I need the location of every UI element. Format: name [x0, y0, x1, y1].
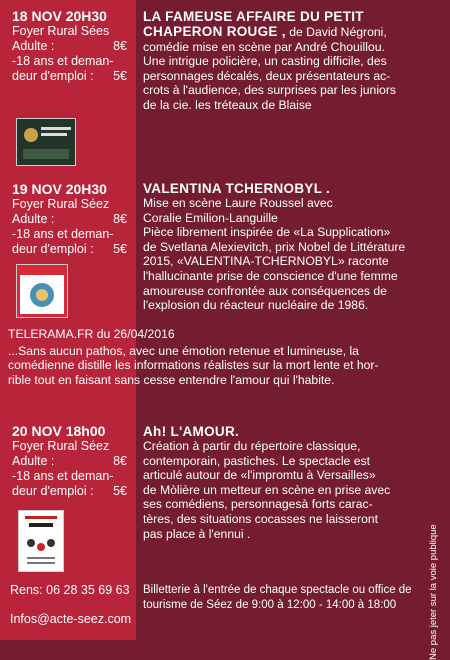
review-line: ...Sans aucun pathos, avec une émotion retenue et lumineuse, la: [8, 343, 359, 358]
event-date: 18 NOV 20H30: [12, 8, 107, 24]
reduced-label: -18 ans et deman-: [12, 227, 114, 241]
event-poster-thumbnail: [16, 118, 76, 166]
event-desc-line: de Mòlière un metteur en scène en prise avec: [143, 482, 391, 497]
event-desc-line: tères, des situations cocasses ne laisseront: [143, 511, 379, 526]
ticketing-info: [143, 583, 428, 613]
event-desc-line: ses comédiens, personnagesà forts carac-: [143, 497, 373, 512]
adult-price-row: [12, 212, 127, 227]
adult-price: 8€: [113, 39, 127, 53]
event-2-info: [12, 181, 127, 257]
event-desc-line: crots à l'audience, des surprises par les juniors: [143, 83, 396, 98]
adult-price: 8€: [113, 212, 127, 226]
reduced-label: deur d'emploi :: [12, 69, 94, 83]
adult-price-row: [12, 454, 127, 469]
adult-label: Adulte :: [12, 454, 55, 468]
event-poster-thumbnail: [16, 264, 68, 318]
event-desc-line: amoureuse confrontée aux conséquences de: [143, 283, 387, 298]
reduced-label: deur d'emploi :: [12, 242, 94, 256]
event-date: 20 NOV 18h00: [12, 423, 106, 439]
poster-image-icon: [17, 265, 67, 317]
event-3-info: [12, 423, 127, 499]
event-title: CHAPERON ROUGE ,: [143, 24, 286, 39]
poster-image-icon: [17, 119, 75, 165]
event-desc-line: Pièce librement inspirée de «La Supplication»: [143, 225, 391, 240]
adult-price: 8€: [113, 454, 127, 468]
event-1-description: [143, 9, 433, 113]
reduced-price: 5€: [113, 69, 127, 83]
event-desc-line: l'hallucinante prise de conscience d'une femme: [143, 268, 398, 283]
reduced-label: deur d'emploi :: [12, 484, 94, 498]
reduced-price-row: [12, 242, 127, 257]
event-desc-line: comédie mise en scène par André Chouillou.: [143, 39, 385, 54]
adult-label: Adulte :: [12, 39, 55, 53]
ticketing-line: tourisme de Séez de 9:00 à 12:00 - 14:00 à 18:00: [143, 599, 397, 611]
reduced-price: 5€: [113, 484, 127, 498]
event-desc-line: Coralie Emilion-Languille: [143, 210, 278, 225]
reduced-label: -18 ans et deman-: [12, 54, 114, 68]
event-title: LA FAMEUSE AFFAIRE DU PETIT: [143, 9, 364, 24]
event-title: Ah! L'AMOUR.: [143, 424, 240, 439]
event-desc-line: Mise en scène Laure Roussel avec: [143, 196, 333, 210]
event-desc-line-0: [143, 24, 433, 40]
event-desc-line: personnages décalés, deux présentateurs ac-: [143, 68, 391, 83]
event-desc-line: articulé autour de «l'impromtu à Versailles»: [143, 468, 376, 483]
reduced-label: -18 ans et deman-: [12, 469, 114, 483]
adult-price-row: [12, 39, 127, 54]
event-desc-line: Une intrigue policière, un casting difficile, des: [143, 54, 387, 69]
event-venue: Foyer Rural Séez: [12, 197, 110, 211]
event-desc-line: de la cie. les tréteaux de Blaise: [143, 97, 312, 112]
event-desc-first: de David Négroni,: [285, 25, 387, 39]
side-note: Ne pas jeter sur la voie publique: [428, 524, 439, 660]
press-review: [8, 327, 433, 387]
event-poster-thumbnail: [18, 510, 64, 572]
event-venue: Foyer Rural Sées: [12, 24, 110, 38]
event-date: 19 NOV 20H30: [12, 181, 107, 197]
review-line: comédienne distille les informations réalistes sur la mort lente et hor-: [8, 358, 379, 373]
event-3-description: [143, 424, 433, 541]
reduced-price-row: [12, 69, 127, 84]
event-desc-line: Création à partir du répertoire classique,: [143, 439, 361, 453]
event-desc-line: contemporain, pastiches. Le spectacle est: [143, 453, 370, 468]
event-1-info: [12, 8, 127, 84]
reduced-price: 5€: [113, 242, 127, 256]
event-venue: Foyer Rural Séez: [12, 439, 110, 453]
event-title: VALENTINA TCHERNOBYL .: [143, 181, 331, 196]
review-line: rible tout en faisant sans cesse entendre l'amour qui l'habite.: [8, 372, 335, 387]
event-desc-line: de Svetlana Alexievitch, prix Nobel de Littérature: [143, 239, 406, 254]
reduced-price-row: [12, 484, 127, 499]
ticketing-line: Billetterie à l'entrée de chaque spectacle ou office de: [143, 584, 412, 596]
review-source: TELERAMA.FR du 26/04/2016: [8, 327, 175, 341]
event-desc-line: 2015, «VALENTINA-TCHERNOBYL» raconte: [143, 254, 389, 269]
event-desc-line: pas place à l'ennui .: [143, 526, 251, 541]
poster-image-icon: [19, 511, 63, 571]
event-desc-line: l'explosion du réacteur nucléaire de 1986.: [143, 298, 369, 313]
adult-label: Adulte :: [12, 212, 55, 226]
contact-email[interactable]: Infos@acte-seez.com: [10, 612, 132, 626]
contact-phone: Rens: 06 28 35 69 63: [10, 583, 130, 597]
event-2-description: [143, 181, 433, 313]
